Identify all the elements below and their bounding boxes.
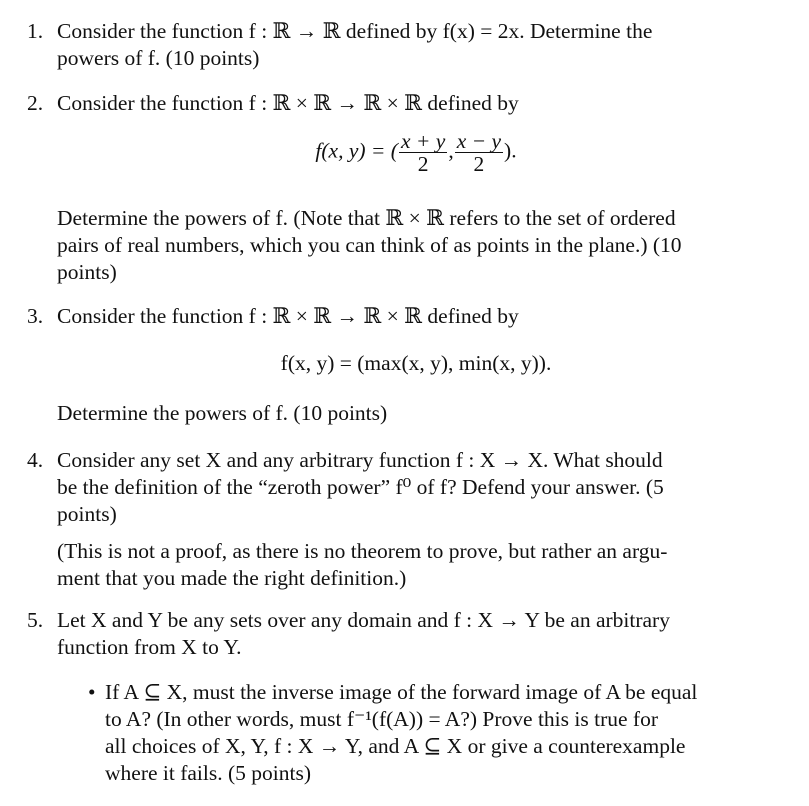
display-formula <box>57 130 775 175</box>
question-text-line: be the definition of the “zeroth power” f⁰ of f? Defend your answer. (5 <box>57 475 664 499</box>
question-intro: Consider the function f : ℝ × ℝ → ℝ × ℝ defined by <box>57 91 519 115</box>
fraction-denominator: 2 <box>473 152 485 176</box>
fraction <box>399 130 447 175</box>
question-3 <box>27 303 775 425</box>
question-text-line: points) <box>57 260 117 284</box>
question-intro: Consider the function f : ℝ × ℝ → ℝ × ℝ defined by <box>57 304 519 328</box>
question-text-line: function from X to Y. <box>57 635 242 659</box>
formula-comma: , <box>448 138 454 163</box>
question-number: 4. <box>27 448 44 472</box>
bullet-text-line: where it fails. (5 points) <box>105 761 311 785</box>
bullet-icon: • <box>88 680 96 704</box>
question-text-line: powers of f. (10 points) <box>57 46 260 70</box>
bullet-text-line: to A? (In other words, must f⁻¹(f(A)) = A?) Prove this is true for <box>105 707 658 731</box>
question-4 <box>27 447 775 592</box>
bullet-text <box>105 679 775 787</box>
question-1 <box>27 18 775 72</box>
question-number: 5. <box>27 608 44 632</box>
question-number: 1. <box>27 19 44 43</box>
question-note <box>57 538 775 592</box>
fraction-numerator: x − y <box>456 129 502 153</box>
question-body <box>57 400 775 427</box>
display-formula <box>57 350 775 377</box>
question-5 <box>27 607 775 785</box>
fraction-numerator: x + y <box>400 129 446 153</box>
question-text-line: Determine the powers of f. (10 points) <box>57 401 388 425</box>
fraction-denominator: 2 <box>417 152 429 176</box>
formula-lhs: f(x, y) = ( <box>315 138 398 163</box>
question-text-line: pairs of real numbers, which you can think of as points in the plane.) (10 <box>57 233 682 257</box>
bullet-text-line: all choices of X, Y, f : X → Y, and A ⊆ X or give a counterexample <box>105 734 686 758</box>
question-body <box>57 205 775 286</box>
formula: f(x, y) = (max(x, y), min(x, y)). <box>280 351 552 375</box>
question-number: 2. <box>27 91 44 115</box>
note-text-line: ment that you made the right definition.) <box>57 566 407 590</box>
question-text-line: Consider any set X and any arbitrary function f : X → X. What should <box>57 448 663 472</box>
question-number: 3. <box>27 304 44 328</box>
question-text-line: Let X and Y be any sets over any domain and f : X → Y be an arbitrary <box>57 608 670 632</box>
question-text-line: Determine the powers of f. (Note that ℝ × ℝ refers to the set of ordered <box>57 206 676 230</box>
formula-end: ). <box>504 138 517 163</box>
question-2 <box>27 90 775 284</box>
question-text-line: Consider the function f : ℝ → ℝ defined by f(x) = 2x. Determine the <box>57 19 653 43</box>
fraction <box>455 130 503 175</box>
note-text-line: (This is not a proof, as there is no theorem to prove, but rather an argu- <box>57 539 668 563</box>
bullet-text-line: If A ⊆ X, must the inverse image of the forward image of A be equal <box>105 680 698 704</box>
question-text-line: points) <box>57 502 117 526</box>
